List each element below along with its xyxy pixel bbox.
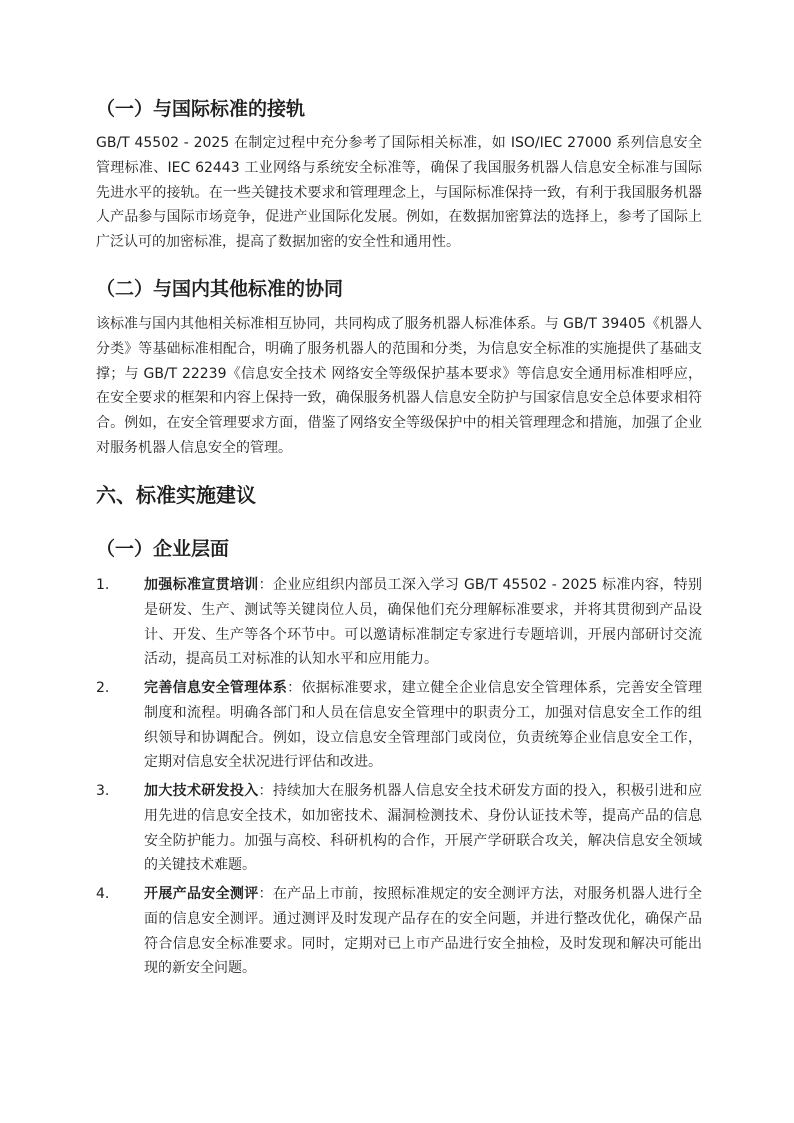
section-heading-international: （一）与国际标准的接轨 bbox=[96, 98, 306, 120]
list-item-text: ：在产品上市前，按照标准规定的安全测评方法，对服务机器人进行全面的信息安全测评。通过测评及时发现产品存在的安全问题，并进行整改优化，确保产品符合信息安全标准要求。同时，定期对已上市产品进行安全抽检，及时发现和解决可能出现的新安全问题。 bbox=[144, 886, 703, 977]
list-item-body bbox=[144, 882, 702, 981]
list-item-number: 3. bbox=[96, 783, 110, 799]
paragraph-domestic: 该标准与国内其他相关标准相互协同，共同构成了服务机器人标准体系。与 GB/T 39405《机器人分类》等基础标准相配合，明确了服务机器人的范围和分类，为信息安全标准的实施提供了基础支撑；与 GB/T 22239《信息安全技术 网络安全等级保护基本要求》等信息安全通用标准相呼应，在安全要求的框架和内容上保持一致，确保服务机器人信息安全防护与国家信息安全总体要求相符合。例如，在安全管理要求方面，借鉴了网络安全等级保护中的相关管理理念和措施，加强了企业对服务机器人信息安全的管理。 bbox=[96, 316, 702, 456]
chapter-heading-implementation: 六、标准实施建议 bbox=[96, 483, 256, 507]
list-item-text: ：依据标准要求，建立健全企业信息安全管理体系，完善安全管理制度和流程。明确各部门和人员在信息安全管理中的职责分工，加强对信息安全工作的组织领导和协调配合。例如，设立信息安全管理部门或岗位，负责统筹企业信息安全工作，定期对信息安全状况进行评估和改进。 bbox=[144, 680, 703, 771]
list-item-title: 加强标准宣贯培训 bbox=[144, 577, 259, 593]
list-item-title: 开展产品安全测评 bbox=[144, 886, 259, 902]
list-item-number: 1. bbox=[96, 577, 110, 593]
list-item-body bbox=[144, 676, 702, 775]
list-item-number: 4. bbox=[96, 886, 110, 902]
list-item-body bbox=[144, 573, 702, 672]
list-item-title: 完善信息安全管理体系 bbox=[144, 680, 288, 696]
list-item-title: 加大技术研发投入 bbox=[144, 783, 259, 799]
paragraph-international: GB/T 45502 - 2025 在制定过程中充分参考了国际相关标准，如 ISO/IEC 27000 系列信息安全管理标准、IEC 62443 工业网络与系统安全标准等，确保了我国服务机器人信息安全标准与国际先进水平的接轨。在一些关键技术要求和管理理念上，与国际标准保持一致，有利于我国服务机器人产品参与国际市场竞争，促进产业国际化发展。例如，在数据加密算法的选择上，参考了国际上广泛认可的加密标准，提高了数据加密的安全性和通用性。 bbox=[96, 135, 702, 251]
section-heading-domestic: （二）与国内其他标准的协同 bbox=[96, 278, 344, 300]
list-item-text: ：企业应组织内部员工深入学习 GB/T 45502 - 2025 标准内容，特别是研发、生产、测试等关键岗位人员，确保他们充分理解标准要求，并将其贯彻到产品设计、开发、生产等各个环节中。可以邀请标准制定专家进行专题培训，开展内部研讨交流活动，提高员工对标准的认知水平和应用能力。 bbox=[144, 577, 702, 668]
list-item-number: 2. bbox=[96, 680, 110, 696]
list-item-body bbox=[144, 779, 702, 878]
section-heading-enterprise: （一）企业层面 bbox=[96, 538, 230, 560]
list-item-text: ：持续加大在服务机器人信息安全技术研发方面的投入，积极引进和应用先进的信息安全技术，如加密技术、漏洞检测技术、身份认证技术等，提高产品的信息安全防护能力。加强与高校、科研机构的合作，开展产学研联合攻关，解决信息安全领域的关键技术难题。 bbox=[144, 783, 703, 874]
